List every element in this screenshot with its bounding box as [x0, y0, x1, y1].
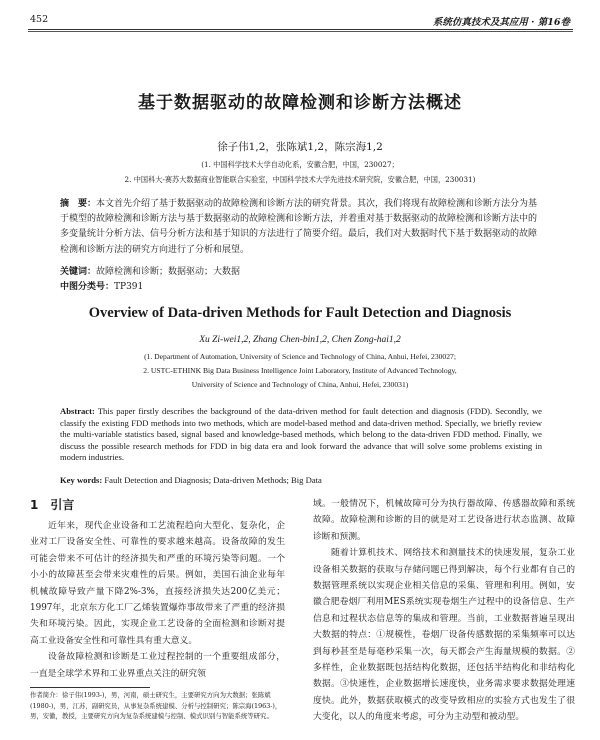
classification-label: 中图分类号：	[60, 282, 115, 292]
page-header	[30, 14, 570, 28]
right-column	[313, 496, 575, 726]
english-affiliation-3: University of Science and Technology of China, Anhui, Hefei, 230031)	[191, 380, 409, 389]
chinese-affiliation-2: 2. 中国科大-赛苏大数据商业智能联合实验室，中国科学技术大学先进技术研究院，安徽合肥，中国，230031)	[124, 175, 476, 184]
chinese-abstract-text: 本文首先介绍了基于数据驱动的故障检测和诊断方法的研究背景。其次，我们将现有故障检测和诊断方法分为基于模型的故障检测和诊断方法与基于数据驱动的故障检测和诊断方法，并着重对基于数据驱动的故障检测和诊断方法中的多变量统计分析方法、信号分析方法和基于知识的方法进行了简要介绍。最后，我们对大数据时代下基于数据驱动的故障检测和诊断方法的研究方向进行了分析和展望。	[60, 199, 538, 255]
chinese-abstract	[60, 197, 542, 258]
english-keywords-text: Fault Detection and Diagnosis; Data-driven Methods; Big Data	[104, 475, 322, 485]
chinese-abstract-label: 摘 要：	[60, 199, 97, 209]
left-column	[30, 518, 285, 682]
header-rule	[28, 29, 573, 30]
english-affiliation-1: (1. Department of Automation, University of Science and Technology of China, Anhui, Hefei, 230027;	[144, 352, 456, 361]
chinese-keywords	[60, 264, 542, 277]
footnote-rule	[30, 687, 150, 688]
english-authors: Xu Zi-wei1,2, Zhang Chen-bin1,2, Chen Zong-hai1,2	[199, 335, 401, 345]
footnote: 作者简介：徐子伟(1993-)，男，河南，硕士研究生，主要研究方向为大数据；张陈斌(1980-)，男，江苏，副研究员，从事复杂系统建模、分析与控制研究；陈宗海(1963-)，男，安徽，教授，主要研究方向为复杂系统建模与控制、模式识别与智能系统等研究。	[30, 691, 282, 721]
chinese-keywords-label: 关键词：	[60, 267, 97, 277]
english-title: Overview of Data-driven Methods for Fault Detection and Diagnosis	[88, 305, 512, 321]
section-heading: 1 引言	[30, 498, 75, 512]
left-paragraph-1: 近年来，现代企业设备和工艺流程趋向大型化、复杂化，企业对工厂设备安全性、可靠性的要求越来越高。设备故障的发生可能会带来不可估计的经济损失和严重的环境污染等问题。一个小小的故障甚至会带来灾难性的后果。例如，美国石油企业每年机械故障导致产量下降2%-3%，直接经济损失达200亿美元；1997年，北京东方化工厂乙烯装置爆炸事故带来了严重的经济损失和环境污染。因此，实现企业工艺设备的全面检测和诊断对提高工业设备安全性和可靠性具有重大意义。	[30, 521, 285, 646]
journal-name: 系统仿真技术及其应用 · 第16卷	[432, 17, 570, 28]
english-keywords-label: Key words:	[60, 475, 103, 485]
chinese-affiliation-1: (1. 中国科学技术大学自动化系，安徽合肥，中国，230027；	[201, 160, 399, 169]
right-paragraph-1: 域。一般情况下，机械故障可分为执行器故障、传感器故障和系统故障。故障检测和诊断的目的就是对工艺设备进行状态监测、故障诊断和预测。	[313, 499, 575, 542]
english-abstract-label: Abstract:	[60, 406, 95, 416]
chinese-keywords-text: 故障检测和诊断；数据驱动；大数据	[96, 267, 241, 277]
english-keywords	[60, 475, 542, 485]
classification-value: TP391	[114, 282, 144, 292]
english-affiliation-2: 2. USTC-ETHINK Big Data Business Intelligence Joint Laboratory, Institute of Advanced Technology,	[143, 366, 457, 375]
english-abstract	[60, 406, 542, 464]
left-paragraph-2: 设备故障检测和诊断是工业过程控制的一个重要组成部分，一直是全球学术界和工业界重点关注的研究领	[30, 652, 285, 679]
chinese-authors: 徐子伟1,2，张陈斌1,2，陈宗海1,2	[217, 141, 383, 153]
classification-number	[60, 279, 542, 292]
page-number: 452	[30, 14, 49, 25]
header-rule-thin	[28, 31, 573, 32]
right-paragraph-2: 随着计算机技术、网络技术和测量技术的快速发展，复杂工业设备相关数据的获取与存储问题已得到解决，每个行业都有自己的数据管理系统以实现企业相关信息的采集、管理和利用。例如，安徽合肥卷烟厂利用MES系统实现卷烟生产过程中的设备信息、生产信息和过程状态信息等的集成和管理。当前，工业数据普遍呈现出大数据的特点：①规模性，卷烟厂设备传感数据的采集频率可以达到每秒甚至是每毫秒采集一次，每天都会产生海量规模的数据。②多样性，企业数据既包括结构化数据，还包括半结构化和非结构化数据。③快速性，企业数据增长速度快，业务需求要求数据处理速度快。此外，数据获取模式的改变导致相应的实验方式也发生了很大变化，以人的角度来考虑，可分为主动型和被动型。	[313, 548, 575, 723]
chinese-title: 基于数据驱动的故障检测和诊断方法概述	[138, 93, 462, 113]
english-abstract-text: This paper firstly describes the background of the data-driven method for fault detection and diagnosis (FDD). Secondly, we classify the existing FDD methods into two methods, which are model-based method and data-driven method. Specially, we briefly review the multi-variable statistics based, signal based and knowledge-based methods, which belong to the data-driven FDD method. Finally, we discuss the possible research methods for FDD in big data era and look forward the advance that will solve some problems existing in modern industries.	[60, 406, 542, 463]
